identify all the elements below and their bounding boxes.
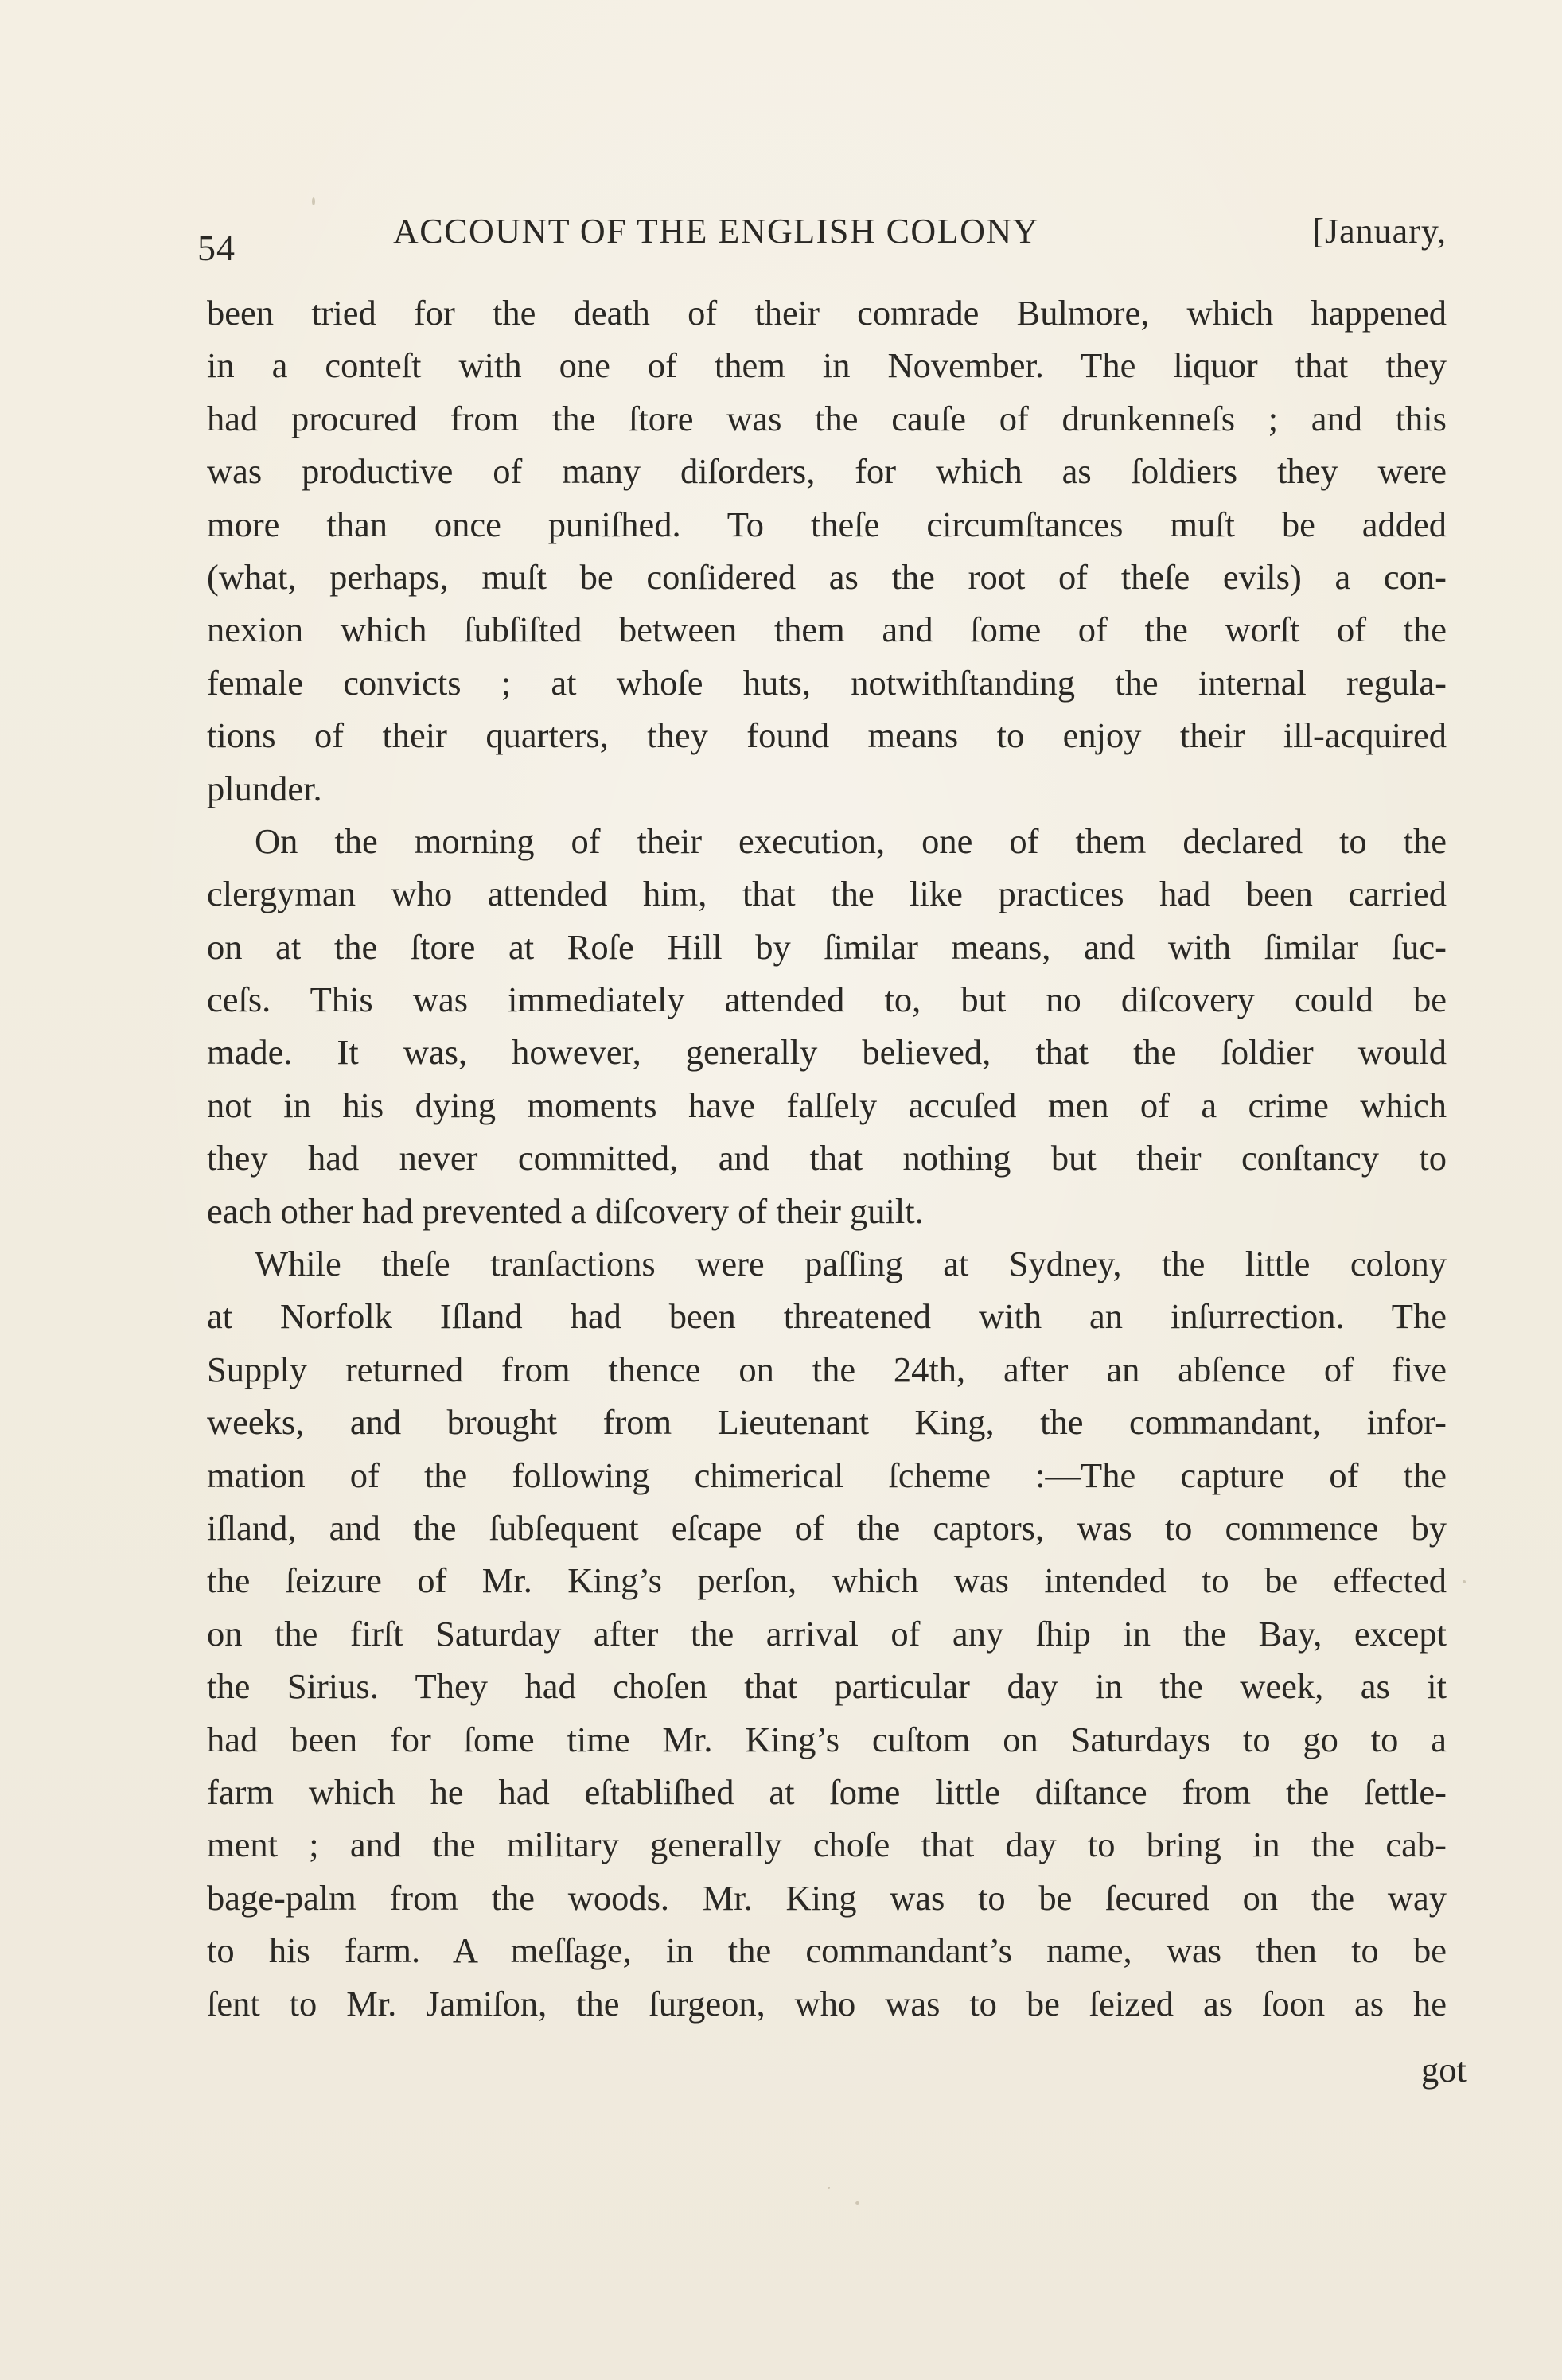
- text-line: ſent to Mr. Jamiſon, the ſurgeon, who was to be ſeized as ſoon as he: [207, 1983, 1447, 2024]
- page-header: [197, 211, 1447, 267]
- paper-speck: [828, 2187, 830, 2189]
- text-line: mation of the following chimerical ſcheme :—The capture of the: [207, 1455, 1447, 1495]
- text-line: iſland, and the ſubſequent eſcape of the captors, was to commence by: [207, 1507, 1447, 1548]
- text-line: more than once puniſhed. To theſe circumſtances muſt be added: [207, 504, 1447, 544]
- paper-speck: [1463, 1580, 1466, 1583]
- text-line: each other had prevented a diſcovery of their guilt.: [207, 1190, 924, 1231]
- text-line: at Norfolk Iſland had been threatened with an inſurrection. The: [207, 1296, 1447, 1337]
- text-line: bage-palm from the woods. Mr. King was to be ſecured on the way: [207, 1877, 1447, 1918]
- text-line: to his farm. A meſſage, in the commandant’s name, was then to be: [207, 1930, 1447, 1971]
- text-line: nexion which ſubſiſted between them and ſome of the worſt of the: [207, 610, 1447, 650]
- page-number: 54: [197, 228, 236, 268]
- text-line: While theſe tranſactions were paſſing at Sydney, the little colony: [255, 1244, 1447, 1284]
- text-line: not in his dying moments have falſely accuſed men of a crime which: [207, 1085, 1447, 1125]
- text-line: on at the ſtore at Roſe Hill by ſimilar means, and with ſimilar ſuc-: [207, 926, 1447, 967]
- paper-speck: [312, 197, 315, 205]
- text-line: on the firſt Saturday after the arrival of any ſhip in the Bay, except: [207, 1613, 1447, 1654]
- text-line: plunder.: [207, 768, 322, 808]
- text-line: had procured from the ſtore was the cauſe of drunkenneſs ; and this: [207, 398, 1447, 438]
- text-line: tions of their quarters, they found means to enjoy their ill-acquired: [207, 715, 1447, 756]
- text-line: in a conteſt with one of them in November. The liquor that they: [207, 345, 1447, 386]
- text-line: female convicts ; at whoſe huts, notwithſtanding the internal regula-: [207, 662, 1447, 703]
- text-line: clergyman who attended him, that the like practices had been carried: [207, 874, 1447, 914]
- running-date: [January,: [1312, 212, 1447, 251]
- text-line: made. It was, however, generally believed, that the ſoldier would: [207, 1032, 1447, 1073]
- body-text: [207, 286, 1447, 2030]
- text-line: been tried for the death of their comrade Bulmore, which happened: [207, 293, 1447, 333]
- paper-speck: [855, 2201, 859, 2205]
- text-line: ment ; and the military generally choſe that day to bring in the cab-: [207, 1825, 1447, 1865]
- text-line: the Sirius. They had choſen that particular day in the week, as it: [207, 1666, 1447, 1707]
- catchword: got: [1421, 2050, 1467, 2090]
- text-line: farm which he had eſtabliſhed at ſome little diſtance from the ſettle-: [207, 1771, 1447, 1812]
- text-line: (what, perhaps, muſt be conſidered as the root of theſe evils) a con-: [207, 556, 1447, 597]
- text-line: ceſs. This was immediately attended to, but no diſcovery could be: [207, 980, 1447, 1020]
- text-line: they had never committed, and that nothing but their conſtancy to: [207, 1138, 1447, 1178]
- text-line: weeks, and brought from Lieutenant King, the commandant, infor-: [207, 1402, 1447, 1443]
- text-line: the ſeizure of Mr. King’s perſon, which was intended to be effected: [207, 1560, 1447, 1601]
- text-line: On the morning of their execution, one of them declared to the: [255, 820, 1447, 861]
- running-head: ACCOUNT OF THE ENGLISH COLONY: [393, 212, 1039, 251]
- text-line: had been for ſome time Mr. King’s cuſtom on Saturdays to go to a: [207, 1719, 1447, 1759]
- text-line: was productive of many diſorders, for which as ſoldiers they were: [207, 451, 1447, 492]
- text-line: Supply returned from thence on the 24th, after an abſence of five: [207, 1349, 1447, 1389]
